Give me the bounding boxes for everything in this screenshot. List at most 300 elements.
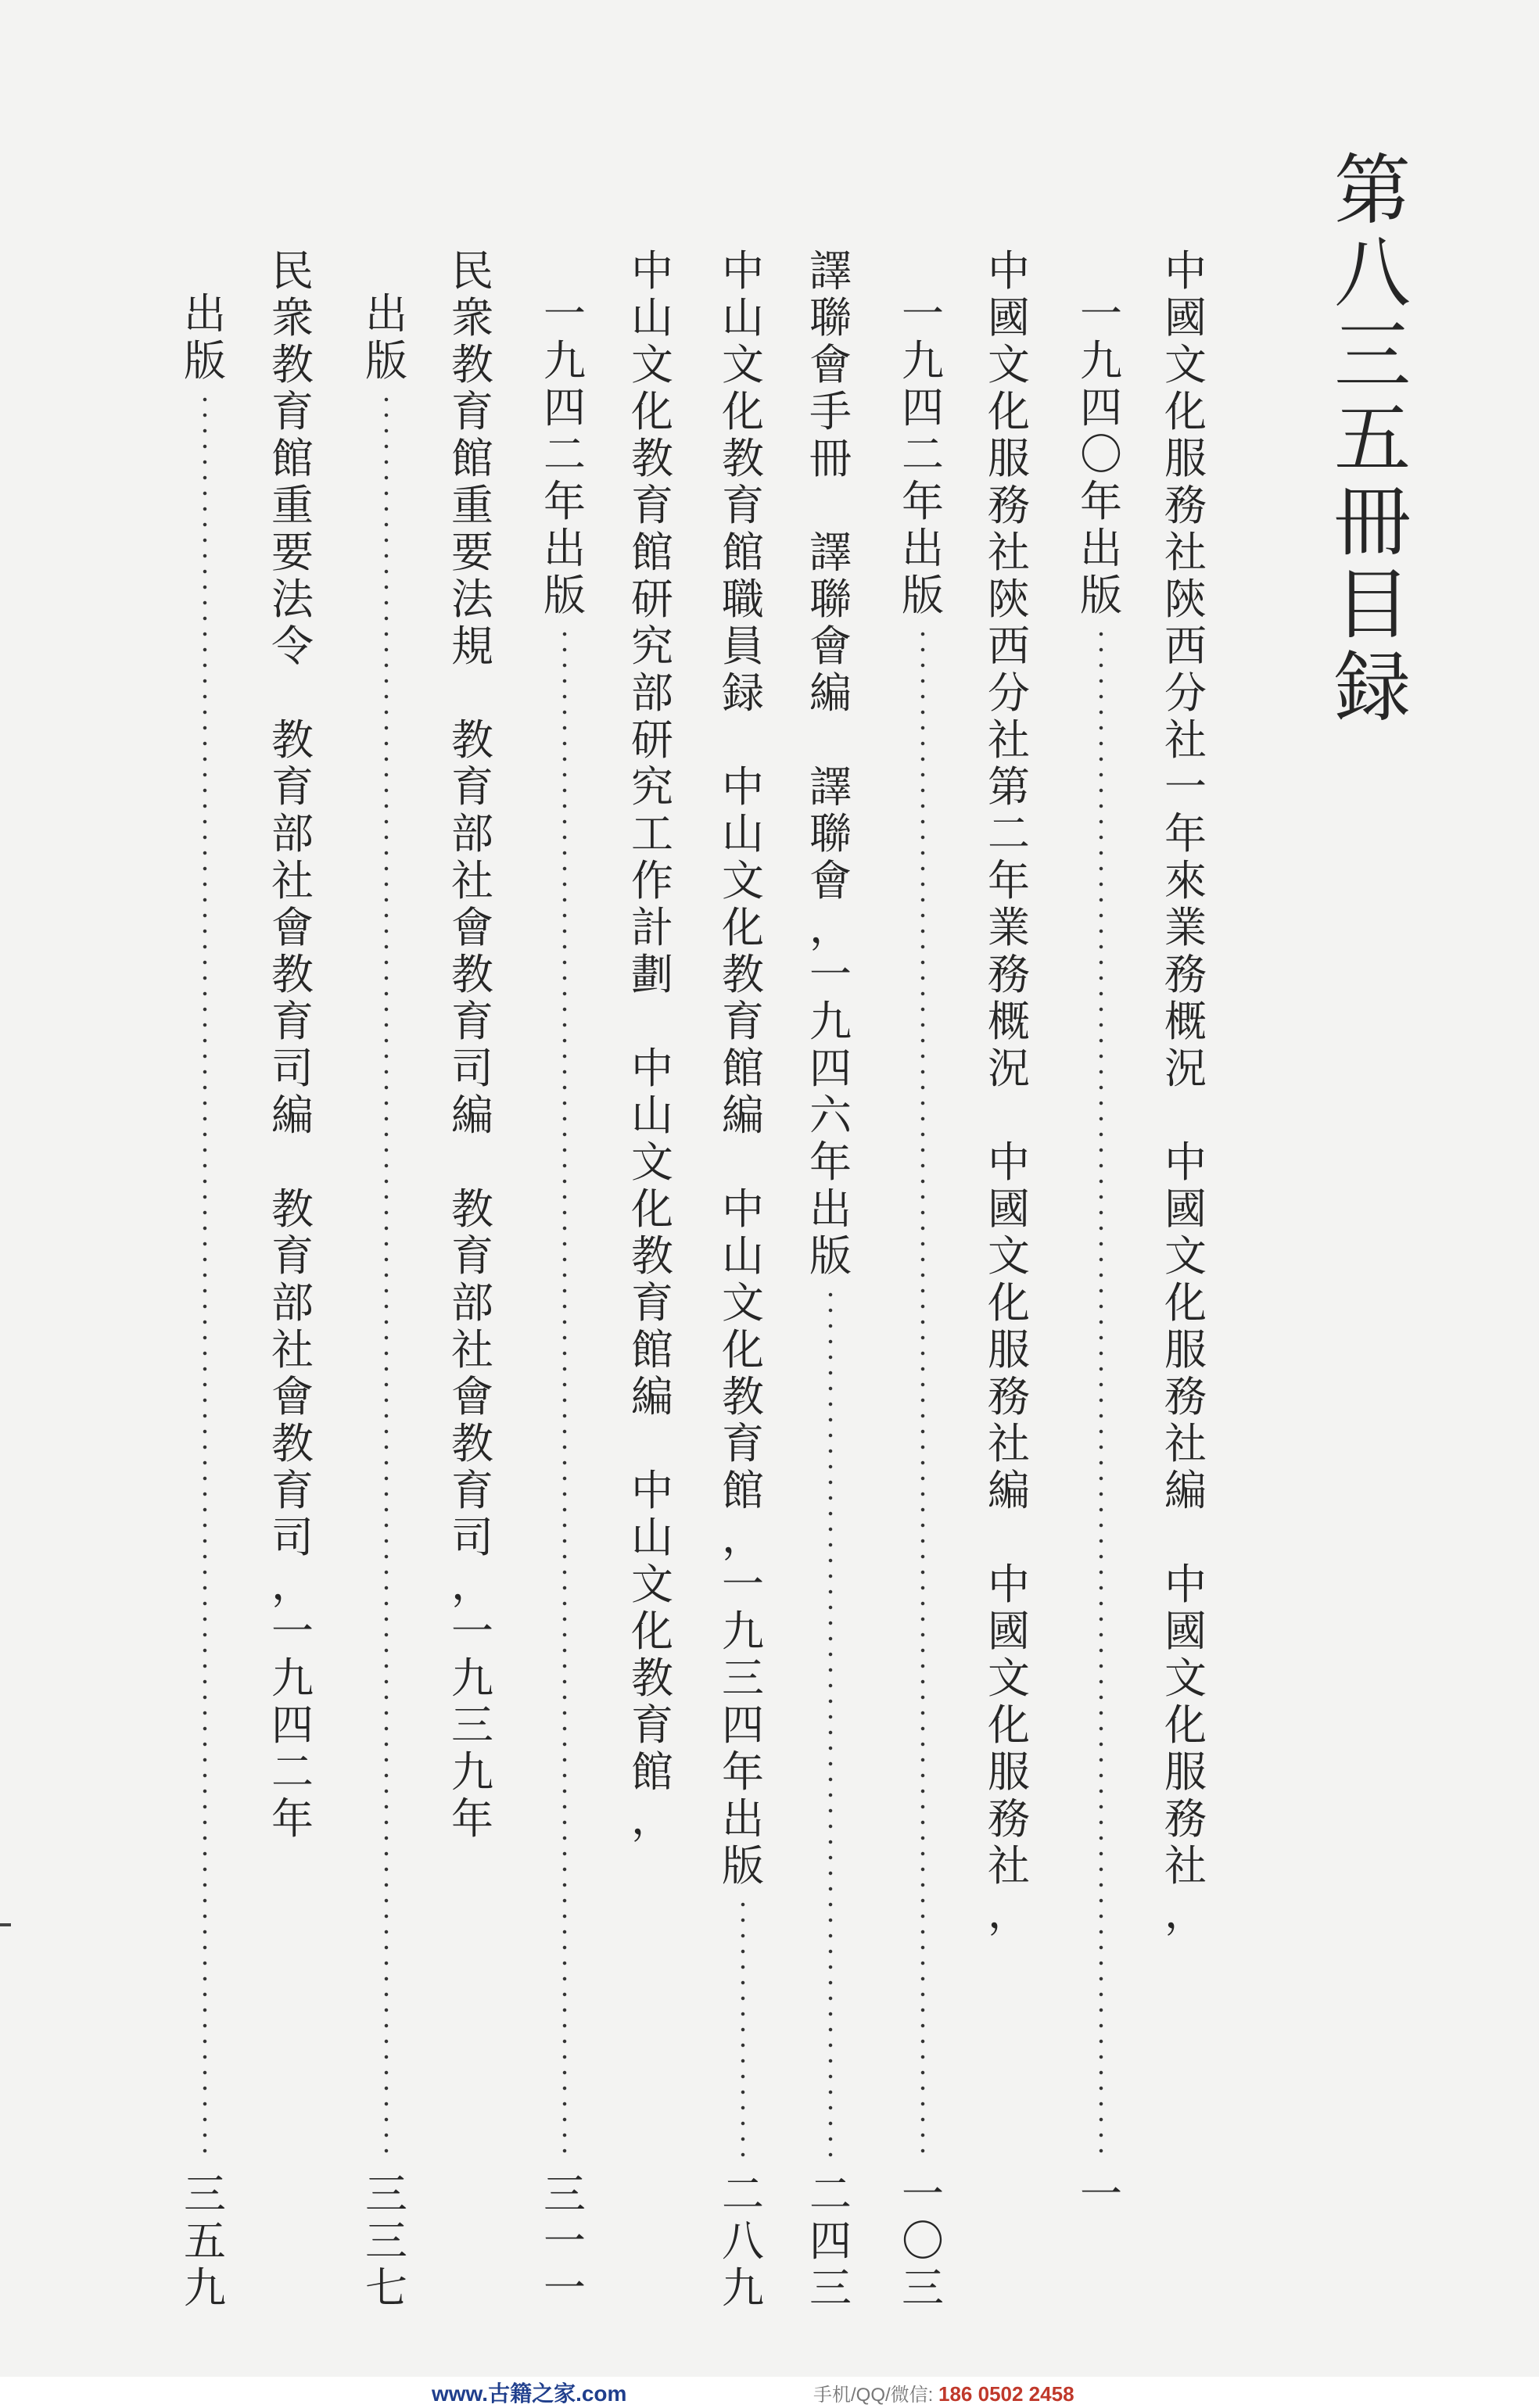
glyph: 第	[988, 762, 1030, 812]
glyph: 計	[631, 903, 673, 952]
entry-5-line-1	[627, 246, 677, 1845]
glyph: 會	[271, 903, 314, 952]
glyph: 冊	[1333, 478, 1411, 567]
glyph: 況	[988, 1044, 1030, 1093]
leader-dots	[203, 392, 207, 2159]
entry-2-line-1	[984, 246, 1034, 1939]
glyph: 版	[1080, 571, 1122, 620]
glyph: 九	[722, 2263, 764, 2313]
glyph: 化	[722, 903, 764, 952]
glyph: 九	[809, 997, 852, 1046]
glyph: 國	[988, 293, 1030, 342]
glyph: 四	[902, 383, 944, 432]
glyph: 中	[722, 762, 764, 812]
glyph: 版	[809, 1231, 852, 1281]
glyph: 中	[1164, 1138, 1207, 1187]
glyph: 化	[722, 387, 764, 436]
glyph: 化	[1164, 1700, 1207, 1750]
glyph: 化	[1164, 1278, 1207, 1328]
glyph: 服	[988, 1325, 1030, 1374]
glyph: ，	[809, 903, 852, 952]
glyph: 出	[365, 289, 407, 339]
glyph: 編	[809, 668, 852, 718]
glyph: 育	[722, 997, 764, 1046]
glyph: 教	[451, 715, 493, 765]
glyph: 二	[543, 430, 586, 479]
glyph: 司	[271, 1044, 314, 1093]
glyph: 三	[1333, 312, 1411, 401]
glyph: 編	[631, 1372, 673, 1421]
footer-phone: 186 0502 2458	[938, 2381, 1074, 2406]
glyph: 育	[631, 1700, 673, 1750]
glyph: 文	[722, 340, 764, 389]
glyph: 文	[722, 1278, 764, 1328]
glyph	[984, 1095, 1034, 1141]
glyph: 中	[1164, 1560, 1207, 1609]
glyph: 二	[988, 809, 1030, 858]
glyph: 七	[365, 2263, 407, 2313]
glyph: 中	[988, 1560, 1030, 1609]
leader-dots	[562, 626, 567, 2159]
glyph: 會	[809, 340, 852, 389]
glyph: 化	[988, 1278, 1030, 1328]
glyph: 衆	[271, 293, 314, 342]
glyph: 譯	[809, 762, 852, 812]
glyph: 教	[271, 1184, 314, 1234]
glyph: 西	[988, 622, 1030, 671]
glyph: 文	[1164, 340, 1207, 389]
glyph: 育	[631, 1278, 673, 1328]
glyph: 教	[271, 340, 314, 389]
glyph: 年	[1080, 477, 1122, 526]
entry-5-line-2	[540, 289, 590, 2163]
glyph: 會	[809, 856, 852, 905]
glyph: 社	[271, 1325, 314, 1374]
glyph: 六	[809, 1091, 852, 1140]
glyph: 國	[1164, 293, 1207, 342]
glyph: 〇	[902, 2216, 944, 2266]
glyph: ，	[722, 1513, 764, 1562]
glyph: 編	[988, 1466, 1030, 1515]
glyph: 重	[271, 481, 314, 530]
glyph: 八	[1333, 229, 1411, 318]
glyph: 衆	[451, 293, 493, 342]
glyph: 務	[1164, 950, 1207, 999]
glyph: 聯	[809, 293, 852, 342]
glyph: 三	[722, 1654, 764, 1703]
glyph: 編	[722, 1091, 764, 1140]
glyph: 館	[451, 434, 493, 483]
entry-6-line-2	[361, 289, 411, 2163]
glyph: 社	[451, 1325, 493, 1374]
glyph: 法	[451, 575, 493, 624]
glyph: 冊	[809, 434, 852, 483]
glyph: 育	[271, 1466, 314, 1515]
glyph: 服	[988, 434, 1030, 483]
glyph: 中	[1164, 246, 1207, 296]
glyph: 一	[1080, 289, 1122, 339]
glyph: 譯	[809, 528, 852, 577]
glyph: 文	[631, 1138, 673, 1187]
glyph: ，	[451, 1560, 493, 1609]
glyph: 一	[451, 1607, 493, 1656]
glyph: 出	[184, 289, 226, 339]
glyph: 化	[722, 1325, 764, 1374]
glyph: 一	[1080, 2170, 1122, 2219]
glyph: 聯	[809, 575, 852, 624]
glyph: 育	[271, 1231, 314, 1281]
glyph: 社	[988, 528, 1030, 577]
glyph: 教	[722, 950, 764, 999]
glyph: 四	[271, 1700, 314, 1750]
glyph: 一	[543, 2216, 586, 2266]
glyph: ，	[631, 1794, 673, 1844]
glyph: 服	[988, 1747, 1030, 1797]
glyph: 育	[271, 387, 314, 436]
glyph: 社	[1164, 528, 1207, 577]
glyph: 八	[722, 2216, 764, 2266]
glyph: 化	[1164, 387, 1207, 436]
glyph: 山	[722, 809, 764, 858]
glyph: 四	[1080, 383, 1122, 432]
glyph: 年	[271, 1794, 314, 1844]
glyph: 劃	[631, 950, 673, 999]
glyph: 五	[184, 2216, 226, 2266]
glyph: 版	[184, 336, 226, 385]
glyph: 務	[988, 950, 1030, 999]
glyph: 法	[271, 575, 314, 624]
glyph: 文	[1164, 1654, 1207, 1703]
glyph: 育	[451, 1231, 493, 1281]
glyph: 中	[988, 246, 1030, 296]
glyph: 年	[722, 1747, 764, 1797]
glyph: 三	[902, 2263, 944, 2313]
glyph: 研	[631, 575, 673, 624]
entry-4-page-number	[718, 2170, 768, 2314]
glyph	[718, 719, 768, 766]
glyph: 育	[451, 997, 493, 1046]
glyph: 一	[809, 950, 852, 999]
glyph: 年	[543, 477, 586, 526]
entry-1-line-2	[1076, 289, 1126, 2163]
glyph	[1161, 1095, 1211, 1141]
entry-4-line-1	[718, 246, 768, 2163]
glyph: 教	[631, 1231, 673, 1281]
glyph: 四	[543, 383, 586, 432]
glyph: 九	[1080, 336, 1122, 385]
leader-dots	[920, 626, 925, 2159]
glyph: 館	[271, 434, 314, 483]
glyph: 館	[631, 528, 673, 577]
glyph: 山	[722, 1231, 764, 1281]
glyph: 教	[271, 950, 314, 999]
glyph: 究	[631, 762, 673, 812]
glyph: 務	[1164, 1372, 1207, 1421]
glyph: 五	[1333, 395, 1411, 484]
entry-5-page-number	[540, 2170, 590, 2314]
glyph: 研	[631, 715, 673, 765]
glyph: 版	[543, 571, 586, 620]
glyph: 〇	[1080, 430, 1122, 479]
footer-contact-label: 手机/QQ/微信:	[813, 2384, 934, 2406]
glyph: 二	[722, 2170, 764, 2219]
glyph: 一	[543, 2263, 586, 2313]
glyph: 三	[451, 1700, 493, 1750]
glyph: 文	[1164, 1231, 1207, 1281]
glyph: 館	[631, 1325, 673, 1374]
glyph: 分	[1164, 668, 1207, 718]
glyph: 陝	[988, 575, 1030, 624]
glyph: 山	[722, 293, 764, 342]
glyph: 要	[271, 528, 314, 577]
glyph: 育	[631, 481, 673, 530]
glyph: 年	[809, 1138, 852, 1187]
glyph: 部	[451, 809, 493, 858]
entry-3-page-number	[805, 2170, 856, 2314]
glyph: 三	[365, 2170, 407, 2219]
glyph: 社	[451, 856, 493, 905]
glyph: ，	[1164, 1888, 1207, 1937]
glyph: 服	[1164, 434, 1207, 483]
glyph: 版	[365, 336, 407, 385]
glyph: 教	[451, 1419, 493, 1468]
glyph: 規	[451, 622, 493, 671]
glyph: 化	[988, 387, 1030, 436]
glyph: 編	[271, 1091, 314, 1140]
glyph: 文	[988, 340, 1030, 389]
glyph: 出	[543, 524, 586, 573]
glyph: 國	[988, 1184, 1030, 1234]
glyph	[447, 1141, 497, 1188]
glyph: 館	[631, 1747, 673, 1797]
glyph: 務	[1164, 1794, 1207, 1844]
glyph	[447, 672, 497, 719]
glyph: 民	[451, 246, 493, 296]
glyph: 社	[1164, 1419, 1207, 1468]
leader-dots	[1099, 626, 1103, 2159]
glyph: 業	[988, 903, 1030, 952]
glyph: 部	[631, 668, 673, 718]
glyph: 概	[1164, 997, 1207, 1046]
glyph: 九	[902, 336, 944, 385]
glyph: 手	[809, 387, 852, 436]
glyph: 三	[365, 2216, 407, 2266]
glyph: 教	[631, 1654, 673, 1703]
glyph	[627, 1423, 677, 1470]
glyph: 化	[631, 387, 673, 436]
glyph: 會	[809, 622, 852, 671]
glyph: 會	[451, 903, 493, 952]
glyph: 編	[1164, 1466, 1207, 1515]
glyph	[805, 485, 856, 532]
glyph: 教	[451, 340, 493, 389]
glyph: 務	[988, 481, 1030, 530]
glyph: 教	[451, 950, 493, 999]
glyph: 概	[988, 997, 1030, 1046]
glyph: 中	[631, 1044, 673, 1093]
footer-contact	[813, 2379, 1074, 2406]
glyph: 部	[271, 1278, 314, 1328]
glyph: 司	[451, 1513, 493, 1562]
glyph: 年	[1164, 809, 1207, 858]
glyph: 作	[631, 856, 673, 905]
glyph: 司	[451, 1044, 493, 1093]
glyph: 中	[988, 1138, 1030, 1187]
glyph: 年	[988, 856, 1030, 905]
glyph: 會	[451, 1372, 493, 1421]
glyph: 三	[809, 2263, 852, 2313]
glyph: 育	[722, 481, 764, 530]
glyph: 要	[451, 528, 493, 577]
glyph: 化	[988, 1700, 1030, 1750]
glyph: 務	[988, 1372, 1030, 1421]
glyph: 一	[722, 1560, 764, 1609]
entry-6-page-number	[361, 2170, 411, 2314]
glyph: 聯	[809, 809, 852, 858]
glyph: 服	[1164, 1325, 1207, 1374]
glyph: 館	[722, 1044, 764, 1093]
glyph: 陝	[1164, 575, 1207, 624]
glyph: 版	[722, 1841, 764, 1890]
glyph: ，	[271, 1560, 314, 1609]
glyph: 山	[631, 1091, 673, 1140]
glyph: 九	[451, 1654, 493, 1703]
glyph: 四	[722, 1700, 764, 1750]
glyph: 務	[988, 1794, 1030, 1844]
glyph: 會	[271, 1372, 314, 1421]
glyph	[267, 1141, 317, 1188]
glyph: 文	[722, 856, 764, 905]
glyph: 九	[722, 1607, 764, 1656]
entry-3-line-1	[805, 246, 856, 2163]
glyph: 育	[451, 1466, 493, 1515]
glyph: 民	[271, 246, 314, 296]
entry-7-page-number	[180, 2170, 230, 2314]
glyph: 四	[809, 2216, 852, 2266]
glyph: ，	[988, 1888, 1030, 1937]
glyph: 年	[451, 1794, 493, 1844]
entry-6-line-1	[447, 246, 497, 1845]
glyph: 社	[988, 1419, 1030, 1468]
footer-url: www.古籍之家.com	[432, 2381, 627, 2406]
page-title	[1329, 146, 1415, 733]
glyph: 業	[1164, 903, 1207, 952]
glyph: 教	[722, 1372, 764, 1421]
glyph: 九	[451, 1747, 493, 1797]
glyph: 三	[543, 2170, 586, 2219]
glyph: 化	[631, 1607, 673, 1656]
glyph: 社	[1164, 715, 1207, 765]
glyph: 文	[631, 1560, 673, 1609]
glyph: 目	[1333, 561, 1411, 650]
glyph: 西	[1164, 622, 1207, 671]
entry-7-line-2	[180, 289, 230, 2163]
glyph: 育	[722, 1419, 764, 1468]
glyph: 譯	[809, 246, 852, 296]
glyph: 教	[631, 434, 673, 483]
glyph: 重	[451, 481, 493, 530]
entry-1-line-1	[1161, 246, 1211, 1939]
glyph: 中	[631, 246, 673, 296]
leader-dots	[828, 1287, 833, 2159]
glyph: 第	[1333, 146, 1411, 235]
glyph: 録	[1333, 643, 1411, 733]
glyph: 一	[1164, 762, 1207, 812]
leader-dots	[384, 392, 389, 2159]
glyph: 部	[271, 809, 314, 858]
glyph: 職	[722, 575, 764, 624]
glyph	[267, 672, 317, 719]
entry-2-page-number	[898, 2170, 948, 2314]
glyph: 一	[543, 289, 586, 339]
glyph: 國	[988, 1607, 1030, 1656]
glyph: 服	[1164, 1747, 1207, 1797]
glyph: 二	[271, 1747, 314, 1797]
glyph: 館	[722, 528, 764, 577]
glyph: 化	[631, 1184, 673, 1234]
glyph: 山	[631, 1513, 673, 1562]
glyph: 員	[722, 622, 764, 671]
glyph: 育	[451, 387, 493, 436]
glyph: 分	[988, 668, 1030, 718]
glyph: 育	[271, 762, 314, 812]
glyph: 來	[1164, 856, 1207, 905]
glyph: 出	[722, 1794, 764, 1844]
glyph: 國	[1164, 1607, 1207, 1656]
glyph: 山	[631, 293, 673, 342]
glyph	[984, 1517, 1034, 1564]
entry-1-page-number	[1076, 2170, 1126, 2220]
glyph	[805, 719, 856, 766]
glyph: 社	[271, 856, 314, 905]
glyph: 文	[988, 1231, 1030, 1281]
glyph: 國	[1164, 1184, 1207, 1234]
glyph: 九	[271, 1654, 314, 1703]
glyph: 一	[902, 2170, 944, 2219]
glyph	[1161, 1517, 1211, 1564]
glyph: 二	[902, 430, 944, 479]
glyph: 九	[543, 336, 586, 385]
margin-mark	[0, 1923, 11, 1926]
glyph: 教	[451, 1184, 493, 1234]
glyph: 社	[1164, 1841, 1207, 1890]
glyph: 令	[271, 622, 314, 671]
glyph: 中	[631, 1466, 673, 1515]
glyph: 中	[722, 246, 764, 296]
glyph: 出	[902, 524, 944, 573]
glyph: 年	[902, 477, 944, 526]
glyph: 教	[271, 1419, 314, 1468]
glyph: 一	[271, 1607, 314, 1656]
glyph: 録	[722, 668, 764, 718]
glyph: 社	[988, 1841, 1030, 1890]
glyph: 部	[451, 1278, 493, 1328]
glyph: 版	[902, 571, 944, 620]
glyph: 二	[809, 2170, 852, 2219]
glyph: 九	[184, 2263, 226, 2313]
glyph: 司	[271, 1513, 314, 1562]
glyph: 館	[722, 1466, 764, 1515]
watermark-footer	[0, 2377, 1539, 2408]
glyph: 出	[809, 1184, 852, 1234]
glyph: 工	[631, 809, 673, 858]
glyph: 育	[271, 997, 314, 1046]
glyph: 社	[988, 715, 1030, 765]
glyph: 況	[1164, 1044, 1207, 1093]
entry-7-line-1	[267, 246, 317, 1845]
glyph: 出	[1080, 524, 1122, 573]
glyph: 究	[631, 622, 673, 671]
